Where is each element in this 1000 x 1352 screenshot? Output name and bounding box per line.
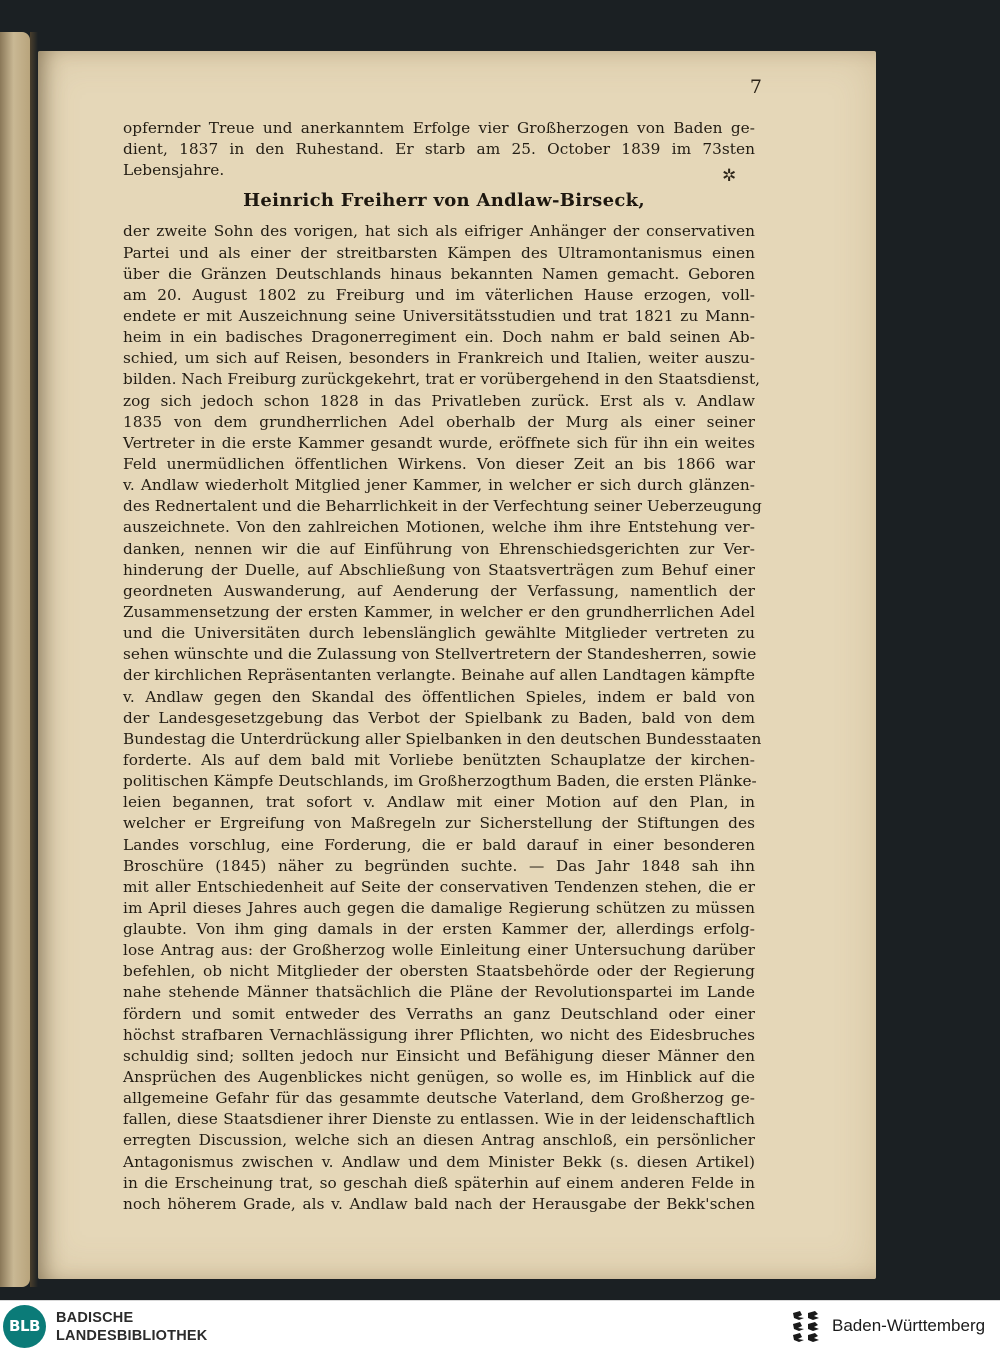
text-line: opfernder Treue und anerkanntem Erfolge vier Großherzogen von Baden ge-: [123, 119, 755, 137]
text-line: am 20. August 1802 zu Freiburg und im väterlichen Hause erzogen, voll-: [123, 285, 755, 304]
footer-bar: [0, 1300, 1000, 1352]
text-line: über die Gränzen Deutschlands hinaus bekannten Namen gemacht. Geboren: [123, 264, 755, 283]
text-line: Partei und als einer der streitbarsten Kämpen des Ultramontanismus einen: [123, 243, 755, 262]
text-line: der Landesgesetzgebung das Verbot der Spielbank zu Baden, bald von dem: [123, 708, 755, 727]
text-line: Broschüre (1845) näher zu begründen suchte. — Das Jahr 1848 sah ihn: [123, 856, 755, 875]
text-line: politischen Kämpfe Deutschlands, im Großherzogthum Baden, die ersten Plänke-: [123, 772, 757, 791]
ornament-mark: ✲: [722, 166, 737, 186]
text-line: des Rednertalent und die Beharrlichkeit in der Verfechtung seiner Ueberzeugung: [123, 497, 762, 516]
library-name-line2: LANDESBIBLIOTHEK: [56, 1328, 208, 1344]
text-line: glaubte. Von ihm ging damals in der ersten Kammer der, allerdings erfolg-: [123, 920, 755, 939]
text-line: auszeichnete. Von den zahlreichen Motionen, welche ihm ihre Entstehung ver-: [123, 518, 755, 537]
text-line: leien begannen, trat sofort v. Andlaw mit einer Motion auf den Plan, in: [123, 793, 755, 812]
text-line: der kirchlichen Repräsentanten verlangte. Beinahe auf allen Landtagen kämpfte: [123, 666, 755, 685]
text-line: mit aller Entschiedenheit auf Seite der conservativen Tendenzen stehen, die er: [123, 877, 755, 896]
text-line: Zusammensetzung der ersten Kammer, in welcher er den grundherrlichen Adel: [123, 602, 755, 621]
state-name: Baden-Württemberg: [832, 1316, 986, 1335]
text-line: 1835 von dem grundherrlichen Adel oberhalb der Murg als einer seiner: [123, 412, 755, 431]
text-line: noch höherem Grade, als v. Andlaw bald nach der Herausgabe der Bekk'schen: [123, 1194, 755, 1213]
text-line: danken, nennen wir die auf Einführung von Ehrenschiedsgerichten zur Ver-: [123, 539, 755, 558]
text-line: und die Universitäten durch lebenslänglich gewählte Mitglieder vertreten zu: [123, 624, 755, 643]
text-line: lose Antrag aus: der Großherzog wolle Einleitung einer Untersuchung darüber: [123, 941, 755, 960]
library-name-line1: BADISCHE: [56, 1310, 134, 1326]
text-line: Vertreter in die erste Kammer gesandt wurde, eröffnete sich für ihn ein weites: [123, 433, 755, 452]
text-line: Lebensjahre.: [123, 161, 225, 180]
coat-of-arms-icon: [790, 1308, 822, 1346]
text-line: Bundestag die Unterdrückung aller Spielbanken in den deutschen Bundesstaaten: [123, 729, 762, 748]
text-line: im April dieses Jahres auch gegen die damalige Regierung schützen zu müssen: [123, 898, 755, 917]
text-line: Landes vorschlug, eine Forderung, die er bald darauf in einer besonderen: [123, 835, 755, 854]
text-line: Antagonismus zwischen v. Andlaw und dem Minister Bekk (s. diesen Artikel): [123, 1152, 755, 1171]
text-line: v. Andlaw wiederholt Mitglied jener Kammer, in welcher er sich durch glänzen-: [123, 476, 755, 495]
text-line: zog sich jedoch schon 1828 in das Privatleben zurück. Erst als v. Andlaw: [123, 391, 755, 410]
text-line: sehen wünschte und die Zulassung von Stellvertretern der Standesherren, sowie: [123, 645, 757, 664]
blb-logo[interactable]: BLB: [3, 1305, 46, 1348]
text-line: forderte. Als auf dem bald mit Vorliebe benützten Schauplatze der kirchen-: [123, 750, 755, 769]
entry-heading: Heinrich Freiherr von Andlaw-Birseck,: [243, 190, 645, 212]
text-line: v. Andlaw gegen den Skandal des öffentlichen Spieles, indem er bald von: [123, 687, 755, 706]
text-line: der zweite Sohn des vorigen, hat sich als eifriger Anhänger der conservativen: [123, 222, 755, 241]
page-text: [123, 118, 762, 1215]
page-number: 7: [749, 76, 762, 98]
text-line: bilden. Nach Freiburg zurückgekehrt, trat er vorübergehend in den Staatsdienst,: [123, 370, 761, 389]
text-line: endete er mit Auszeichnung seine Universitätsstudien und trat 1821 zu Mann-: [123, 306, 755, 325]
text-line: Ansprüchen des Augenblickes nicht genügen, so wolle es, im Hinblick auf die: [123, 1068, 755, 1087]
text-line: Feld unermüdlichen öffentlichen Wirkens. Von dieser Zeit an bis 1866 war: [123, 454, 755, 473]
text-line: fallen, diese Staatsdiener ihrer Dienste zu entlassen. Wie in der leidenschaftlich: [123, 1110, 755, 1129]
library-name: [56, 1309, 207, 1345]
text-line: dient, 1837 in den Ruhestand. Er starb am 25. October 1839 im 73sten: [123, 140, 755, 159]
text-line: in die Erscheinung trat, so geschah dieß späterhin auf einem anderen Felde in: [123, 1173, 755, 1192]
text-line: höchst strafbaren Vernachlässigung ihrer Pflichten, wo nicht des Eidesbruches: [123, 1025, 755, 1044]
text-line: heim in ein badisches Dragonerregiment ein. Doch nahm er bald seinen Ab-: [123, 328, 755, 347]
paragraph-entry-body: [123, 221, 762, 1215]
text-line: allgemeine Gefahr für das gesammte deutsche Vaterland, dem Großherzog ge-: [123, 1089, 755, 1108]
text-line: schied, um sich auf Reisen, besonders in Frankreich und Italien, weiter auszu-: [123, 349, 755, 368]
text-line: erregten Discussion, welche sich an diesen Antrag anschloß, ein persönlicher: [123, 1131, 755, 1150]
text-line: nahe stehende Männer thatsächlich die Pläne der Revolutionspartei im Lande: [123, 983, 755, 1002]
text-line: welcher er Ergreifung von Maßregeln zur Sicherstellung der Stiftungen des: [123, 814, 755, 833]
text-line: hinderung der Duelle, auf Abschließung von Staatsverträgen zum Behuf einer: [123, 560, 755, 579]
text-line: befehlen, ob nicht Mitglieder der obersten Staatsbehörde oder der Regierung: [123, 962, 755, 981]
left-page-edge: [0, 32, 30, 1287]
text-line: geordneten Auswanderung, auf Aenderung der Verfassung, namentlich der: [123, 581, 755, 600]
text-line: schuldig sind; sollten jedoch nur Einsicht und Befähigung dieser Männer den: [123, 1046, 755, 1065]
text-line: fördern und somit entweder des Verraths an ganz Deutschland oder einer: [123, 1004, 755, 1023]
paragraph-previous-entry: [123, 118, 755, 181]
